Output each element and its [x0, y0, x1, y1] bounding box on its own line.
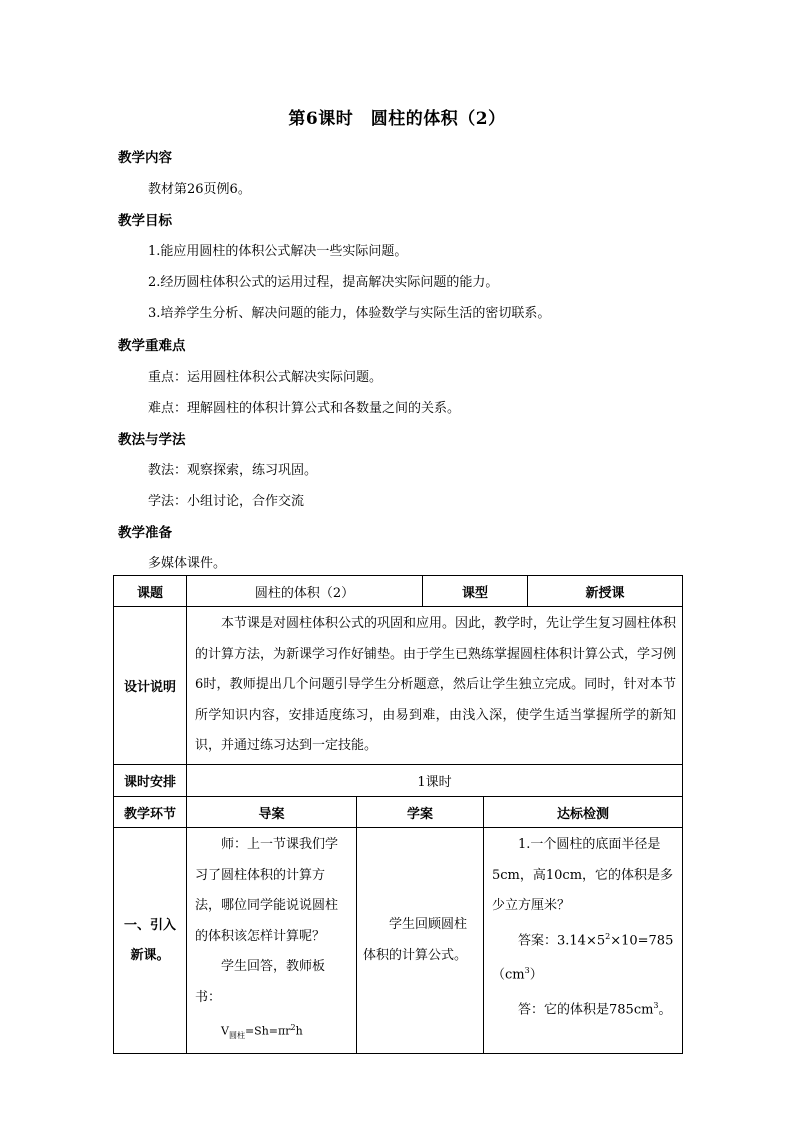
- final-part: 。: [658, 1002, 672, 1018]
- formula-sub: 圆柱: [228, 1030, 245, 1040]
- type-value: 新授课: [528, 576, 683, 607]
- content-text: 教材第26页例6。: [148, 182, 251, 197]
- type-label: 课型: [423, 576, 528, 607]
- topic-label: 课题: [114, 576, 187, 607]
- header-check: 达标检测: [484, 797, 683, 828]
- table-row: [114, 797, 683, 828]
- header-study: 学案: [357, 797, 484, 828]
- difficulty-text: 难点：理解圆柱的体积计算公式和各数量之间的关系。: [148, 401, 461, 416]
- learning-method-text: 学法：小组讨论，合作交流: [148, 494, 305, 509]
- check-answer: [492, 922, 676, 992]
- teaching-method-text: 教法：观察探索，练习巩固。: [148, 463, 318, 478]
- check-question: 1.一个圆柱的底面半径是5cm，高10cm，它的体积是多少立方厘米？: [492, 837, 674, 913]
- formula-sup: 2: [290, 1023, 296, 1032]
- lesson-plan-table: [113, 575, 683, 1054]
- check-final: [492, 991, 676, 1026]
- final-sup: 3: [653, 1001, 659, 1011]
- objective-item: 2.经历圆柱体积公式的运用过程，提高解决实际问题的能力。: [148, 275, 499, 290]
- answer-part: ×10=785（cm: [492, 932, 674, 983]
- answer-sup: 2: [605, 931, 611, 941]
- table-row: [114, 607, 683, 765]
- schedule-value: 1课时: [187, 765, 683, 797]
- table-row: [114, 765, 683, 797]
- heading-objectives: 教学目标: [118, 213, 172, 229]
- objective-item: 3.培养学生分析、解决问题的能力，体验数学与实际生活的密切联系。: [148, 306, 551, 321]
- answer-sup: 3: [524, 966, 530, 976]
- final-part: 答：它的体积是785cm: [518, 1002, 654, 1018]
- stage1-study: 学生回顾圆柱体积的计算公式。: [357, 828, 484, 1054]
- page-title: 第6课时 圆柱的体积（2）: [288, 109, 506, 129]
- guide-paragraph: 学生回答，教师板书：: [195, 959, 326, 1005]
- topic-value: 圆柱的体积（2）: [187, 576, 423, 607]
- heading-content: 教学内容: [118, 150, 172, 166]
- heading-preparation: 教学准备: [118, 525, 172, 541]
- stage1-guide: [187, 828, 357, 1054]
- heading-methods: 教法与学法: [118, 432, 186, 448]
- header-stage: 教学环节: [114, 797, 187, 828]
- formula-v: V: [221, 1024, 229, 1038]
- schedule-label: 课时安排: [114, 765, 187, 797]
- stage1-label: 一、引入新课。: [114, 828, 187, 1054]
- answer-part: ）: [529, 967, 543, 983]
- table-row: [114, 576, 683, 607]
- table-row: [114, 828, 683, 1054]
- design-text: 本节课是对圆柱体积公式的巩固和应用。因此，教学时，先让学生复习圆柱体积的计算方法，为新课学习作好铺垫。由于学生已熟练掌握圆柱体积计算公式，学习例6时，教师提出几个问题引导学生分析题意，然后让学生独立完成。同时，针对本节所学知识内容，安排适度练习，由易到难，由浅入深，使学生适当掌握所学的新知识，并通过练习达到一定技能。: [187, 607, 683, 765]
- stage1-check: [484, 828, 683, 1054]
- design-label: 设计说明: [114, 607, 187, 765]
- formula-rest: =Sh=πr: [244, 1024, 291, 1038]
- objective-item: 1.能应用圆柱的体积公式解决一些实际问题。: [148, 244, 408, 259]
- answer-part: 答案：3.14×5: [518, 932, 606, 948]
- formula-end: h: [295, 1024, 303, 1038]
- heading-key-points: 教学重难点: [118, 338, 186, 354]
- formula: [195, 1013, 350, 1051]
- header-guide: 导案: [187, 797, 357, 828]
- guide-paragraph: 师：上一节课我们学习了圆柱体积的计算方法，哪位同学能说说圆柱的体积该怎样计算呢？: [195, 837, 339, 944]
- key-point-text: 重点：运用圆柱体积公式解决实际问题。: [148, 370, 383, 385]
- preparation-text: 多媒体课件。: [148, 556, 227, 571]
